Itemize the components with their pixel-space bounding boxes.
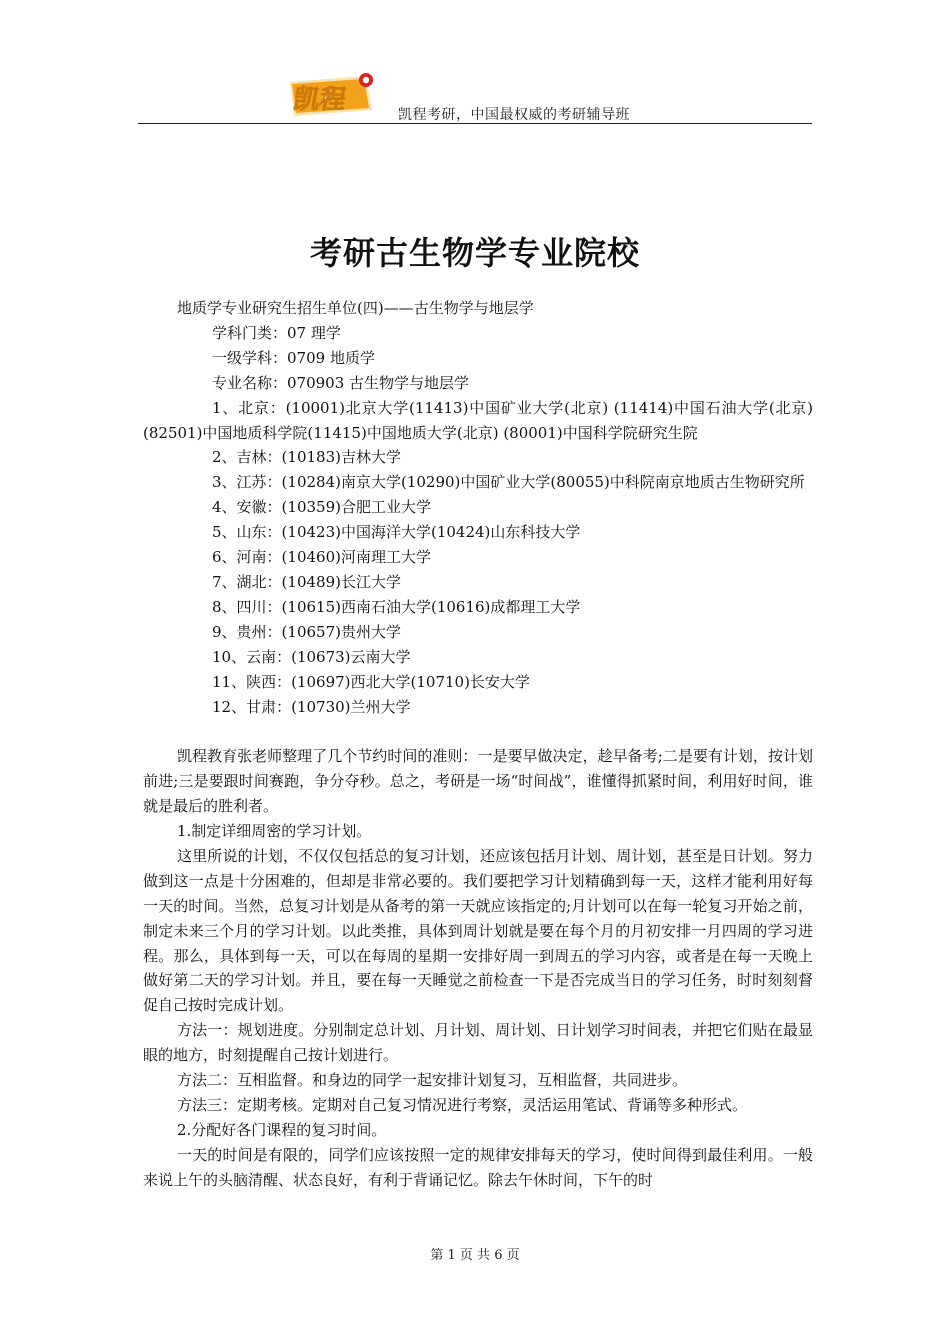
region-item: 5、山东：(10423)中国海洋大学(10424)山东科技大学 <box>212 523 581 542</box>
page-number: 第 1 页 共 6 页 <box>430 1248 520 1263</box>
kaicheng-logo <box>286 70 380 120</box>
field-category: 学科门类：07 理学 <box>212 323 341 342</box>
region-item: 7、湖北：(10489)长江大学 <box>212 572 401 591</box>
region-item: 3、江苏：(10284)南京大学(10290)中国矿业大学(80055)中科院南京地质古生物研究所 <box>212 473 805 492</box>
intro-line: 地质学专业研究生招生单位(四)——古生物学与地层学 <box>177 299 534 317</box>
method-paragraph: 方法二：互相监督。和身边的同学一起安排计划复习，互相监督，共同进步。 <box>177 1071 688 1090</box>
body-paragraph: 这里所说的计划，不仅仅包括总的复习计划，还应该包括月计划、周计划，甚至是日计划。努力做到这一点是十分困难的，但却是非常必要的。我们要把学习计划精确到每一天，这样才能利用好每一天的时间。当然，总复习计划是从备考的第一天就应该指定的;月计划可以在每一轮复习开始之前，制定未来三个月的学习计划。以此类推，具体到周计划就是要在每个月的月初安排一月四周的学习进程。那么，具体到每一天，可以在每周的星期一安排好周一到周五的学习内容，或者是在每一天晚上做好第二天的学习计划。并且，要在每一天睡觉之前检查一下是否完成当日的学习任务，时时刻刻督促自己按时完成计划。 <box>143 846 813 1015</box>
svg-text:凯程: 凯程 <box>291 85 349 115</box>
page-title: 考研古生物学专业院校 <box>309 234 640 272</box>
field-major: 专业名称：070903 古生物学与地层学 <box>212 373 470 392</box>
method-paragraph: 方法一：规划进度。分别制定总计划、月计划、周计划、日计划学习时间表，并把它们贴在最显眼的地方，时刻提醒自己按计划进行。 <box>143 1021 813 1065</box>
region-item: 11、陕西：(10697)西北大学(10710)长安大学 <box>212 672 530 691</box>
region-item: 8、四川：(10615)西南石油大学(10616)成都理工大学 <box>212 597 581 616</box>
region-item: 9、贵州：(10657)贵州大学 <box>212 622 401 641</box>
document-body <box>143 296 813 1193</box>
body-paragraph: 凯程教育张老师整理了几个节约时间的准则：一是要早做决定，趁早备考;二是要有计划，按计划前进;三是要跟时间赛跑，争分夺秒。总之，考研是一场“时间战”，谁懂得抓紧时间，利用好时间，谁就是最后的胜利者。 <box>143 747 813 816</box>
paragraph-spacer <box>143 719 813 744</box>
header-tagline: 凯程考研，中国最权威的考研辅导班 <box>398 107 630 123</box>
field-first-level: 一级学科：0709 地质学 <box>212 348 375 367</box>
region-item: 10、云南：(10673)云南大学 <box>212 647 411 666</box>
logo-graphic <box>286 70 380 120</box>
region-item: 12、甘肃：(10730)兰州大学 <box>212 697 411 716</box>
section-heading: 2.分配好各门课程的复习时间。 <box>177 1120 387 1139</box>
section-heading: 1.制定详细周密的学习计划。 <box>177 822 372 841</box>
region-item: 1、北京：(10001)北京大学(11413)中国矿业大学(北京) (11414)中国石油大学(北京) (82501)中国地质科学院(11415)中国地质大学(北京) (80001)中国科学院研究生院 <box>143 398 813 442</box>
header-divider <box>138 123 812 124</box>
region-item: 2、吉林：(10183)吉林大学 <box>212 448 401 467</box>
region-item: 4、安徽：(10359)合肥工业大学 <box>212 498 431 517</box>
method-paragraph: 方法三：定期考核。定期对自己复习情况进行考察，灵活运用笔试、背诵等多种形式。 <box>177 1095 748 1114</box>
body-paragraph: 一天的时间是有限的，同学们应该按照一定的规律安排每天的学习，使时间得到最佳利用。一般来说上午的头脑清醒、状态良好，有利于背诵记忆。除去午休时间，下午的时 <box>143 1145 813 1189</box>
region-item: 6、河南：(10460)河南理工大学 <box>212 548 431 567</box>
